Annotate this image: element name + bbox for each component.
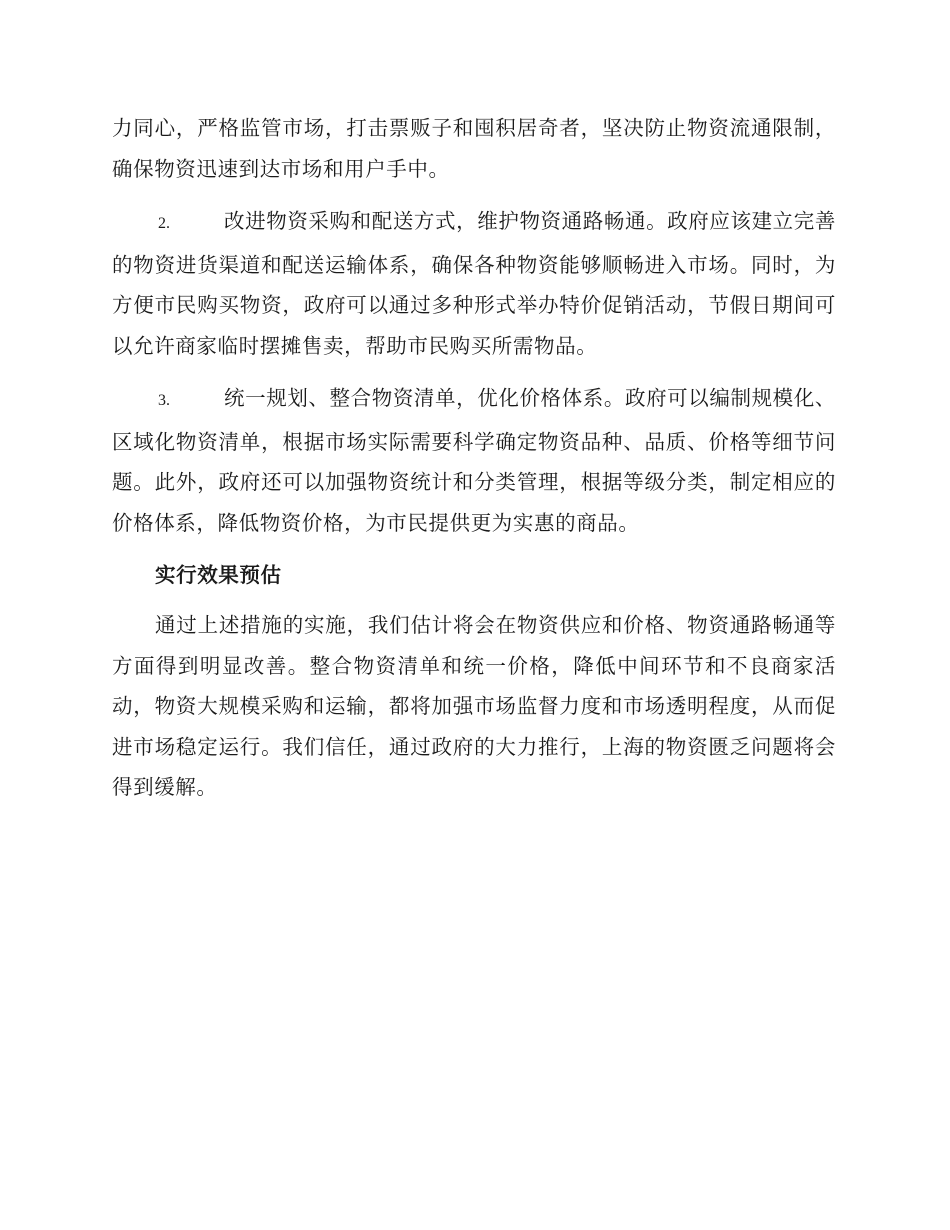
item-text: 改进物资采购和配送方式，维护物资通路畅通。政府应该建立完善的物资进货渠道和配送运输体系，确保各种物资能够顺畅进入市场。同时，为方便市民购买物资，政府可以通过多种形式举办特价促销活动，节假日期间可以允许商家临时摆摊售卖，帮助市民购买所需物品。 xyxy=(112,209,836,358)
item-number: 3. xyxy=(158,392,170,409)
section-heading: 实行效果预估 xyxy=(155,563,282,587)
document-page xyxy=(112,108,836,808)
continuation-paragraph: 力同心，严格监管市场，打击票贩子和囤积居奇者，坚决防止物资流通限制，确保物资迅速到达市场和用户手中。 xyxy=(112,116,836,181)
item-text: 统一规划、整合物资清单，优化价格体系。政府可以编制规模化、区域化物资清单，根据市场实际需要科学确定物资品种、品质、价格等细节问题。此外，政府还可以加强物资统计和分类管理，根据等级分类，制定相应的价格体系，降低物资价格，为市民提供更为实惠的商品。 xyxy=(112,386,836,535)
section-body-paragraph: 通过上述措施的实施，我们估计将会在物资供应和价格、物资通路畅通等方面得到明显改善。整合物资清单和统一价格，降低中间环节和不良商家活动，物资大规模采购和运输，都将加强市场监督力度和市场透明程度，从而促进市场稳定运行。我们信任，通过政府的大力推行，上海的物资匮乏问题将会得到缓解。 xyxy=(112,613,836,799)
item-number: 2. xyxy=(158,215,170,232)
numbered-item-2 xyxy=(112,201,836,366)
numbered-item-3 xyxy=(112,378,836,543)
